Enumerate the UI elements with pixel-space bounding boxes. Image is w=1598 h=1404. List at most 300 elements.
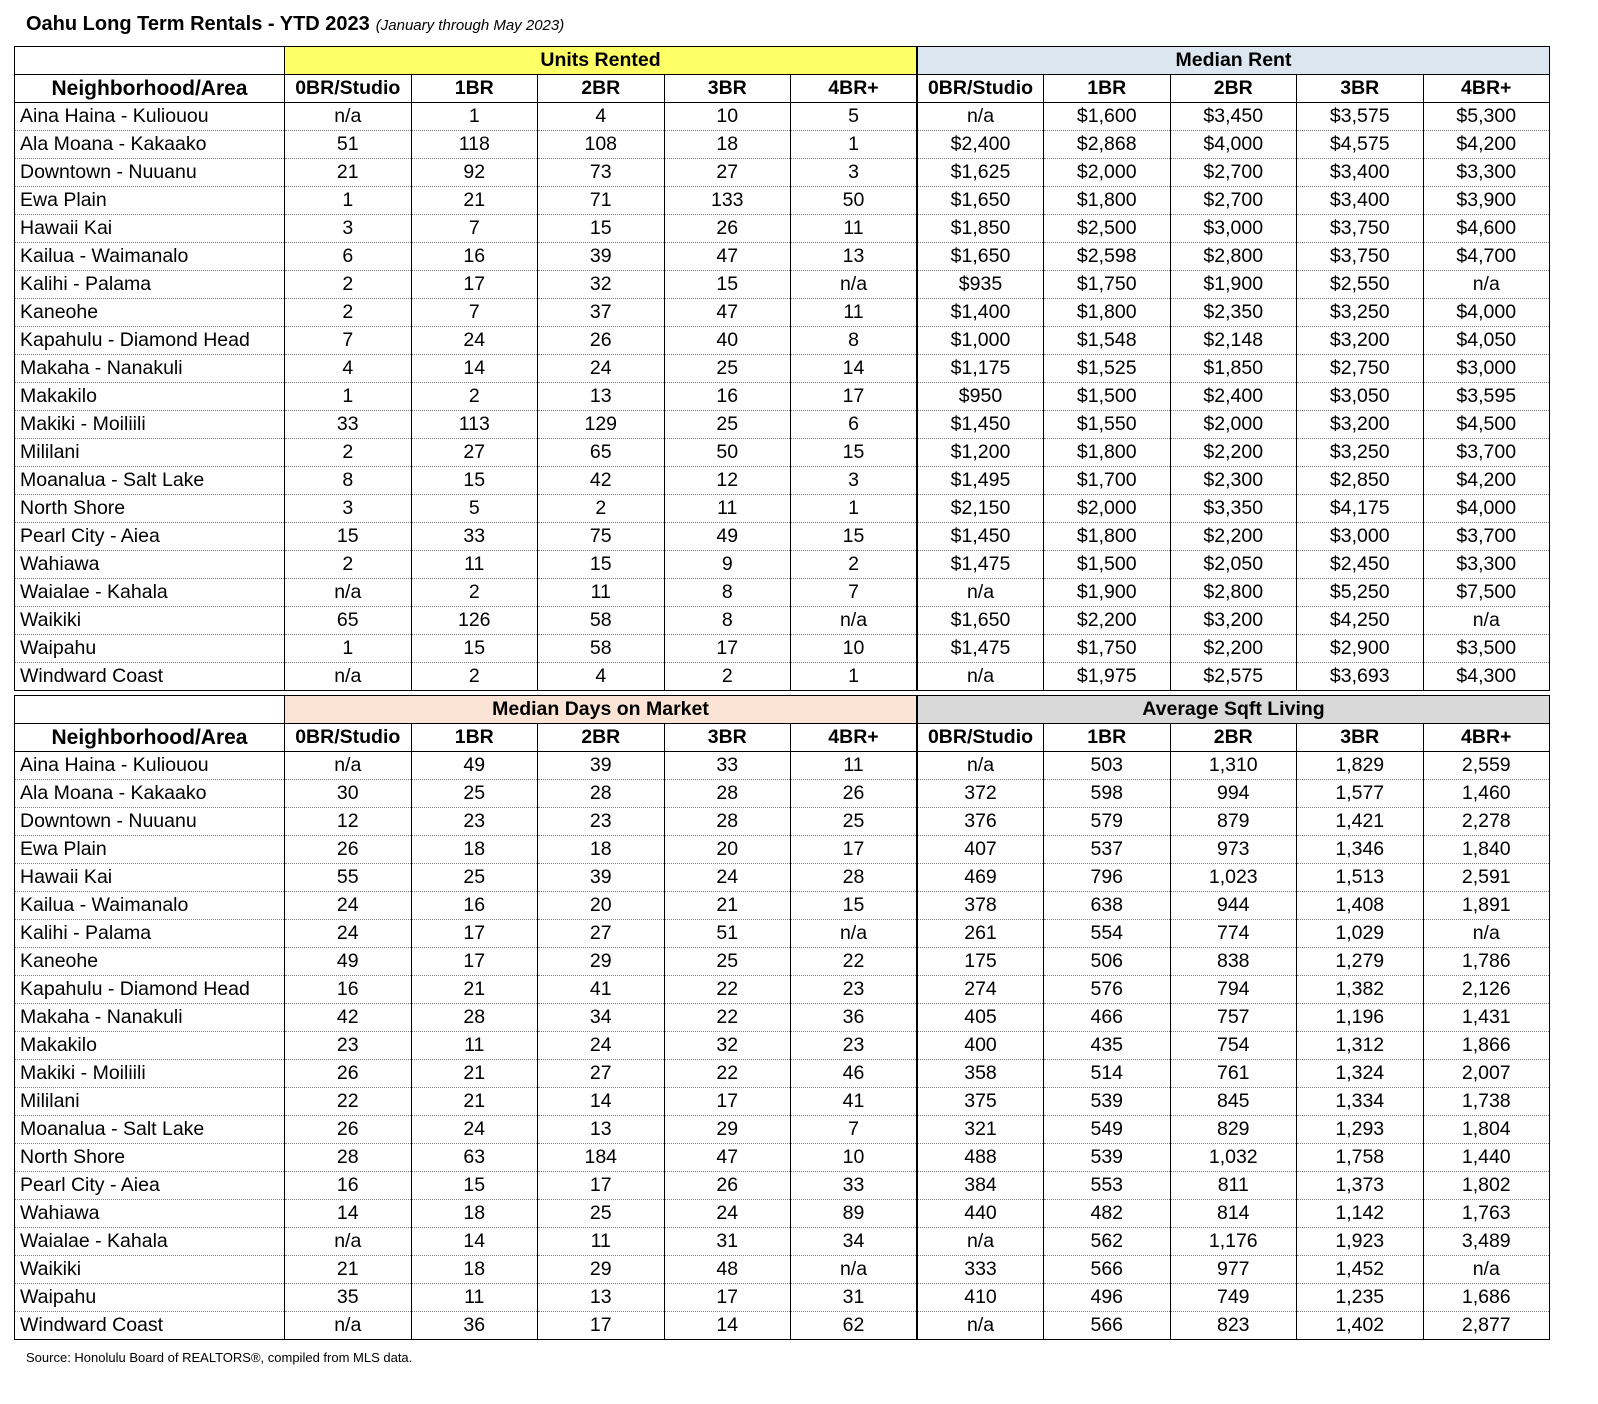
area-name-cell: Makaha - Nanakuli	[15, 355, 285, 383]
table-cell: n/a	[285, 752, 412, 780]
table-row	[15, 976, 1550, 1004]
table-cell: 2,278	[1423, 808, 1550, 836]
table-cell: 14	[538, 1088, 665, 1116]
table-cell: $3,200	[1170, 607, 1297, 635]
area-name-cell: Windward Coast	[15, 1312, 285, 1340]
table-cell: 47	[664, 299, 791, 327]
table-cell: 973	[1170, 836, 1297, 864]
area-name-cell: North Shore	[15, 1144, 285, 1172]
table-cell: 405	[917, 1004, 1044, 1032]
table-cell: 73	[538, 159, 665, 187]
column-header: 0BR/Studio	[917, 75, 1044, 103]
table-row	[15, 635, 1550, 663]
table-cell: 6	[791, 411, 918, 439]
table-cell: 27	[538, 1060, 665, 1088]
area-name-cell: North Shore	[15, 495, 285, 523]
table-cell: 24	[411, 327, 538, 355]
table-row	[15, 1284, 1550, 1312]
table-cell: 2,877	[1423, 1312, 1550, 1340]
table-cell: n/a	[917, 103, 1044, 131]
table-cell: 25	[791, 808, 918, 836]
table-cell: 11	[791, 299, 918, 327]
table-cell: $4,050	[1423, 327, 1550, 355]
area-name-cell: Downtown - Nuuanu	[15, 159, 285, 187]
table-cell: 21	[411, 187, 538, 215]
table-cell: 8	[285, 467, 412, 495]
table-cell: 3	[791, 467, 918, 495]
table-cell: 2	[285, 299, 412, 327]
table-cell: 22	[791, 948, 918, 976]
table-cell: 2,591	[1423, 864, 1550, 892]
area-name-cell: Kailua - Waimanalo	[15, 243, 285, 271]
table-cell: 1,142	[1297, 1200, 1424, 1228]
area-name-cell: Aina Haina - Kuliouou	[15, 103, 285, 131]
table-cell: 11	[411, 551, 538, 579]
table-cell: 41	[791, 1088, 918, 1116]
table-cell: 7	[411, 215, 538, 243]
table-cell: 553	[1044, 1172, 1171, 1200]
table-cell: 15	[411, 635, 538, 663]
table-cell: 32	[664, 1032, 791, 1060]
table-row	[15, 864, 1550, 892]
table-cell: n/a	[917, 1312, 1044, 1340]
area-column-header: Neighborhood/Area	[15, 724, 285, 752]
table-cell: 384	[917, 1172, 1044, 1200]
table-cell: 1,402	[1297, 1312, 1424, 1340]
area-name-cell: Kalihi - Palama	[15, 271, 285, 299]
table-cell: 24	[664, 864, 791, 892]
table-cell: 14	[791, 355, 918, 383]
table-cell: 22	[664, 1004, 791, 1032]
table-cell: 566	[1044, 1256, 1171, 1284]
table-row	[15, 439, 1550, 467]
table-row	[15, 159, 1550, 187]
area-name-cell: Kaneohe	[15, 299, 285, 327]
table-cell: 27	[538, 920, 665, 948]
table-cell: 5	[411, 495, 538, 523]
table-cell: n/a	[791, 1256, 918, 1284]
table-cell: 440	[917, 1200, 1044, 1228]
table-cell: $2,150	[917, 495, 1044, 523]
table-cell: n/a	[285, 579, 412, 607]
table-cell: 75	[538, 523, 665, 551]
table-cell: 29	[538, 948, 665, 976]
table-cell: $3,350	[1170, 495, 1297, 523]
table-cell: $4,175	[1297, 495, 1424, 523]
table-cell: 838	[1170, 948, 1297, 976]
table-cell: 1,310	[1170, 752, 1297, 780]
area-name-cell: Pearl City - Aiea	[15, 523, 285, 551]
column-header: 0BR/Studio	[917, 724, 1044, 752]
table-cell: $2,575	[1170, 663, 1297, 691]
table-cell: $1,800	[1044, 299, 1171, 327]
table-cell: 7	[791, 579, 918, 607]
table-cell: n/a	[917, 752, 1044, 780]
table-cell: 598	[1044, 780, 1171, 808]
table-cell: 26	[285, 836, 412, 864]
table-cell: 118	[411, 131, 538, 159]
table-cell: 879	[1170, 808, 1297, 836]
table-cell: 26	[664, 215, 791, 243]
table-cell: 17	[538, 1312, 665, 1340]
table-cell: 1,577	[1297, 780, 1424, 808]
area-name-cell: Kapahulu - Diamond Head	[15, 976, 285, 1004]
table-cell: 1,408	[1297, 892, 1424, 920]
table-cell: 539	[1044, 1088, 1171, 1116]
table-cell: 488	[917, 1144, 1044, 1172]
table-row	[15, 752, 1550, 780]
table-cell: 29	[538, 1256, 665, 1284]
group-header-row	[15, 696, 1550, 724]
table-row	[15, 523, 1550, 551]
table-cell: 71	[538, 187, 665, 215]
table-cell: $2,400	[1170, 383, 1297, 411]
table-cell: 3,489	[1423, 1228, 1550, 1256]
table-cell: 49	[664, 523, 791, 551]
table-row	[15, 1256, 1550, 1284]
table-cell: 23	[285, 1032, 412, 1060]
table-cell: 12	[664, 467, 791, 495]
table-cell: 13	[538, 383, 665, 411]
table-cell: 42	[538, 467, 665, 495]
table-cell: 944	[1170, 892, 1297, 920]
table-cell: 1,829	[1297, 752, 1424, 780]
table-cell: 24	[411, 1116, 538, 1144]
table-cell: 1	[791, 495, 918, 523]
table-cell: 12	[285, 808, 412, 836]
table-cell: 58	[538, 607, 665, 635]
table-cell: 466	[1044, 1004, 1171, 1032]
table-cell: 11	[791, 215, 918, 243]
table-cell: 22	[285, 1088, 412, 1116]
table-cell: n/a	[1423, 1256, 1550, 1284]
table-cell: 11	[411, 1284, 538, 1312]
table-cell: 16	[411, 892, 538, 920]
table-cell: 16	[285, 976, 412, 1004]
table-cell: n/a	[1423, 920, 1550, 948]
table-cell: 18	[538, 836, 665, 864]
table-row	[15, 663, 1550, 691]
group-header: Average Sqft Living	[917, 696, 1550, 724]
table-cell: 2,126	[1423, 976, 1550, 1004]
table-cell: 15	[791, 439, 918, 467]
table-cell: 503	[1044, 752, 1171, 780]
table-cell: 11	[538, 579, 665, 607]
table-cell: 46	[791, 1060, 918, 1088]
table-row	[15, 467, 1550, 495]
table-cell: 22	[664, 976, 791, 1004]
table-cell: n/a	[791, 607, 918, 635]
area-name-cell: Ewa Plain	[15, 187, 285, 215]
table-cell: $5,300	[1423, 103, 1550, 131]
area-name-cell: Moanalua - Salt Lake	[15, 1116, 285, 1144]
table-cell: 14	[285, 1200, 412, 1228]
table-cell: 33	[791, 1172, 918, 1200]
column-header: 1BR	[411, 75, 538, 103]
area-name-cell: Ala Moana - Kakaako	[15, 780, 285, 808]
table-cell: 579	[1044, 808, 1171, 836]
table-cell: 977	[1170, 1256, 1297, 1284]
area-name-cell: Hawaii Kai	[15, 864, 285, 892]
table-cell: 32	[538, 271, 665, 299]
table-row	[15, 1088, 1550, 1116]
table-cell: $1,200	[917, 439, 1044, 467]
table-cell: 24	[285, 892, 412, 920]
table-cell: 31	[664, 1228, 791, 1256]
area-name-cell: Makakilo	[15, 1032, 285, 1060]
table-cell: $1,700	[1044, 467, 1171, 495]
table-cell: $1,450	[917, 523, 1044, 551]
table-cell: 34	[791, 1228, 918, 1256]
title-text: Oahu Long Term Rentals - YTD 2023	[26, 13, 370, 35]
table-cell: 15	[664, 271, 791, 299]
table-cell: $3,693	[1297, 663, 1424, 691]
table-cell: 23	[791, 1032, 918, 1060]
area-name-cell: Waialae - Kahala	[15, 579, 285, 607]
table-cell: 576	[1044, 976, 1171, 1004]
table-cell: 4	[538, 103, 665, 131]
table-cell: 41	[538, 976, 665, 1004]
table-cell: $4,500	[1423, 411, 1550, 439]
table-cell: n/a	[285, 103, 412, 131]
table-row	[15, 1228, 1550, 1256]
table-cell: 13	[538, 1116, 665, 1144]
table-cell: 18	[411, 1200, 538, 1228]
table-cell: 7	[411, 299, 538, 327]
table-cell: 36	[411, 1312, 538, 1340]
table-cell: 5	[791, 103, 918, 131]
table-row	[15, 551, 1550, 579]
table-cell: 133	[664, 187, 791, 215]
table-row	[15, 103, 1550, 131]
table-cell: $2,000	[1044, 159, 1171, 187]
table-cell: 1,840	[1423, 836, 1550, 864]
column-header: 3BR	[1297, 724, 1424, 752]
table-row	[15, 1312, 1550, 1340]
table-cell: 1,293	[1297, 1116, 1424, 1144]
table-cell: 1,382	[1297, 976, 1424, 1004]
table-cell: 25	[411, 864, 538, 892]
table-cell: 410	[917, 1284, 1044, 1312]
table-cell: $3,750	[1297, 243, 1424, 271]
source-note: Source: Honolulu Board of REALTORS®, compiled from MLS data.	[26, 1350, 413, 1365]
area-name-cell: Wahiawa	[15, 1200, 285, 1228]
area-name-cell: Kapahulu - Diamond Head	[15, 327, 285, 355]
table-cell: $1,625	[917, 159, 1044, 187]
table-cell: $3,750	[1297, 215, 1424, 243]
table-cell: 26	[285, 1116, 412, 1144]
table-cell: 33	[664, 752, 791, 780]
table-cell: $2,700	[1170, 187, 1297, 215]
table-cell: 15	[411, 1172, 538, 1200]
table-cell: $1,525	[1044, 355, 1171, 383]
table-cell: 1,440	[1423, 1144, 1550, 1172]
table-cell: $1,800	[1044, 439, 1171, 467]
table-cell: 17	[791, 383, 918, 411]
table-cell: $950	[917, 383, 1044, 411]
area-name-cell: Hawaii Kai	[15, 215, 285, 243]
table-cell: $2,400	[917, 131, 1044, 159]
table-cell: 1	[285, 635, 412, 663]
table-cell: $3,500	[1423, 635, 1550, 663]
table-cell: 27	[411, 439, 538, 467]
table-cell: $2,148	[1170, 327, 1297, 355]
table-cell: 11	[411, 1032, 538, 1060]
table-cell: 2	[285, 551, 412, 579]
group-header-row	[15, 47, 1550, 75]
table-cell: $3,300	[1423, 551, 1550, 579]
table-cell: 42	[285, 1004, 412, 1032]
table-cell: 761	[1170, 1060, 1297, 1088]
table-cell: 3	[791, 159, 918, 187]
table-cell: 2	[664, 663, 791, 691]
table-row	[15, 1116, 1550, 1144]
table-cell: 811	[1170, 1172, 1297, 1200]
table-cell: 566	[1044, 1312, 1171, 1340]
table-cell: n/a	[791, 271, 918, 299]
table-cell: 14	[411, 1228, 538, 1256]
table-cell: 30	[285, 780, 412, 808]
table-cell: 22	[664, 1060, 791, 1088]
table-cell: 63	[411, 1144, 538, 1172]
table-cell: 823	[1170, 1312, 1297, 1340]
table-cell: n/a	[285, 1312, 412, 1340]
table-cell: n/a	[285, 1228, 412, 1256]
table-cell: $4,700	[1423, 243, 1550, 271]
table-cell: 108	[538, 131, 665, 159]
table-cell: 24	[664, 1200, 791, 1228]
table-cell: 1,176	[1170, 1228, 1297, 1256]
table-cell: 28	[664, 808, 791, 836]
table-cell: 469	[917, 864, 1044, 892]
group-header: Units Rented	[285, 47, 918, 75]
table-cell: $2,500	[1044, 215, 1171, 243]
table-cell: 1	[791, 131, 918, 159]
table-cell: n/a	[917, 1228, 1044, 1256]
table-cell: 814	[1170, 1200, 1297, 1228]
table-cell: 24	[538, 1032, 665, 1060]
table-cell: 7	[285, 327, 412, 355]
table-row	[15, 355, 1550, 383]
table-cell: 1,431	[1423, 1004, 1550, 1032]
table-cell: $2,200	[1170, 635, 1297, 663]
column-header-row	[15, 724, 1550, 752]
group-header-blank	[15, 696, 285, 724]
table-cell: 17	[411, 920, 538, 948]
table-cell: 496	[1044, 1284, 1171, 1312]
table-cell: 1,738	[1423, 1088, 1550, 1116]
table-cell: 2	[285, 271, 412, 299]
table-row	[15, 920, 1550, 948]
report-title	[26, 13, 564, 36]
table-cell: 4	[285, 355, 412, 383]
table-cell: $2,750	[1297, 355, 1424, 383]
table-cell: 23	[538, 808, 665, 836]
table-cell: 27	[664, 159, 791, 187]
table-row	[15, 607, 1550, 635]
table-row	[15, 495, 1550, 523]
table-cell: 1,334	[1297, 1088, 1424, 1116]
area-name-cell: Kailua - Waimanalo	[15, 892, 285, 920]
area-name-cell: Moanalua - Salt Lake	[15, 467, 285, 495]
table-cell: 21	[285, 1256, 412, 1284]
table-cell: 994	[1170, 780, 1297, 808]
table-cell: 31	[791, 1284, 918, 1312]
table-cell: $4,250	[1297, 607, 1424, 635]
table-cell: $1,800	[1044, 523, 1171, 551]
table-cell: $3,900	[1423, 187, 1550, 215]
table-cell: $3,050	[1297, 383, 1424, 411]
table-cell: n/a	[917, 579, 1044, 607]
table-row	[15, 836, 1550, 864]
table-cell: $1,900	[1170, 271, 1297, 299]
table-cell: 4	[538, 663, 665, 691]
table-cell: 29	[664, 1116, 791, 1144]
table-cell: 18	[411, 836, 538, 864]
group-header: Median Days on Market	[285, 696, 918, 724]
table-cell: 25	[411, 780, 538, 808]
area-name-cell: Downtown - Nuuanu	[15, 808, 285, 836]
table-cell: $3,595	[1423, 383, 1550, 411]
table-cell: 65	[285, 607, 412, 635]
table-cell: 8	[664, 607, 791, 635]
table-cell: $7,500	[1423, 579, 1550, 607]
column-header: 2BR	[1170, 724, 1297, 752]
table-cell: 1	[791, 663, 918, 691]
table-cell: 39	[538, 243, 665, 271]
table-cell: $1,800	[1044, 187, 1171, 215]
table-cell: 49	[411, 752, 538, 780]
table-row	[15, 1004, 1550, 1032]
table-cell: $2,800	[1170, 579, 1297, 607]
table-cell: 1,373	[1297, 1172, 1424, 1200]
table-cell: 48	[664, 1256, 791, 1284]
table-cell: 25	[664, 411, 791, 439]
table-cell: 62	[791, 1312, 918, 1340]
table-cell: $2,200	[1044, 607, 1171, 635]
table-cell: 378	[917, 892, 1044, 920]
table-cell: 24	[538, 355, 665, 383]
area-name-cell: Waialae - Kahala	[15, 1228, 285, 1256]
area-name-cell: Ala Moana - Kakaako	[15, 131, 285, 159]
table-cell: 358	[917, 1060, 1044, 1088]
table-cell: n/a	[917, 663, 1044, 691]
table-cell: $3,450	[1170, 103, 1297, 131]
table-cell: 1,923	[1297, 1228, 1424, 1256]
table-cell: 126	[411, 607, 538, 635]
table-cell: $2,350	[1170, 299, 1297, 327]
table-row	[15, 579, 1550, 607]
area-name-cell: Waikiki	[15, 607, 285, 635]
table-cell: 8	[664, 579, 791, 607]
table-cell: 113	[411, 411, 538, 439]
table-cell: 14	[664, 1312, 791, 1340]
table-cell: 537	[1044, 836, 1171, 864]
table-cell: 554	[1044, 920, 1171, 948]
table-cell: 1,686	[1423, 1284, 1550, 1312]
table-cell: $3,250	[1297, 299, 1424, 327]
table-cell: 400	[917, 1032, 1044, 1060]
area-name-cell: Makakilo	[15, 383, 285, 411]
area-name-cell: Waikiki	[15, 1256, 285, 1284]
column-header: 3BR	[664, 724, 791, 752]
table-cell: $2,300	[1170, 467, 1297, 495]
table-cell: 1,421	[1297, 808, 1424, 836]
table-cell: n/a	[791, 920, 918, 948]
table-cell: 17	[411, 948, 538, 976]
column-header: 2BR	[538, 75, 665, 103]
area-name-cell: Mililani	[15, 1088, 285, 1116]
